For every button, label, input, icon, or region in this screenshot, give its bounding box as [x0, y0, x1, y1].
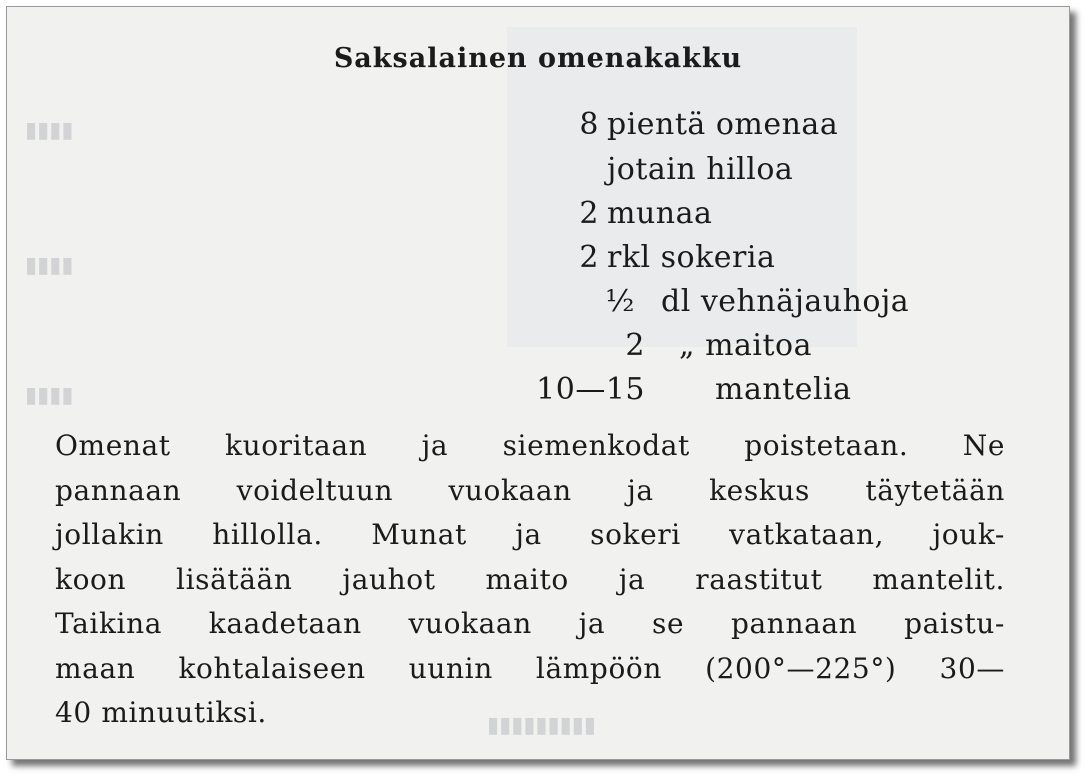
recipe-title: Saksalainen omenakakku — [333, 43, 743, 74]
instruction-line: koon lisätään jauhot maito ja raastitut mantelit. — [55, 562, 1005, 596]
instruction-line: maan kohtalaiseen uunin lämpöön (200°—225°) 30— — [55, 651, 1005, 685]
bleed-through-mark: ▮▮▮▮ — [25, 252, 74, 278]
bleed-through-mark: ▮▮▮▮ — [25, 117, 74, 143]
ingredient-quantity: ½ — [605, 284, 635, 319]
ingredient-text: dl vehnäjauhoja — [661, 284, 910, 319]
ingredient-text: jotain hilloa — [607, 152, 794, 187]
ingredient-quantity: 2 — [625, 328, 645, 363]
ingredient-quantity: 2 — [579, 196, 599, 231]
instruction-line: 40 minuutiksi. — [55, 696, 267, 729]
instruction-line: jollakin hillolla. Munat ja sokeri vatkataan, jouk- — [55, 518, 1005, 551]
ingredient-text: rkl sokeria — [607, 240, 776, 275]
instruction-line: Omenat kuoritaan ja siemenkodat poistetaan. Ne — [55, 429, 1005, 462]
ingredient-text: pientä omenaa — [607, 107, 839, 142]
ingredient-text: „ maitoa — [679, 328, 813, 363]
scanned-page — [6, 6, 1070, 760]
instruction-line: pannaan voideltuun vuokaan ja keskus täytetään — [55, 473, 1005, 507]
ingredient-quantity: 8 — [579, 107, 599, 142]
ingredient-text: munaa — [607, 196, 713, 231]
instructions-paragraph — [55, 424, 1005, 736]
bleed-through-mark: ▮▮▮▮ — [25, 382, 74, 408]
instruction-line: Taikina kaadetaan vuokaan ja se pannaan paistu- — [55, 607, 1005, 640]
ingredient-quantity: 2 — [579, 240, 599, 275]
ingredient-text: mantelia — [715, 372, 852, 407]
bleed-through-mark: ▮▮▮▮▮▮▮▮▮ — [487, 712, 596, 738]
ingredient-quantity: 10—15 — [536, 372, 645, 407]
